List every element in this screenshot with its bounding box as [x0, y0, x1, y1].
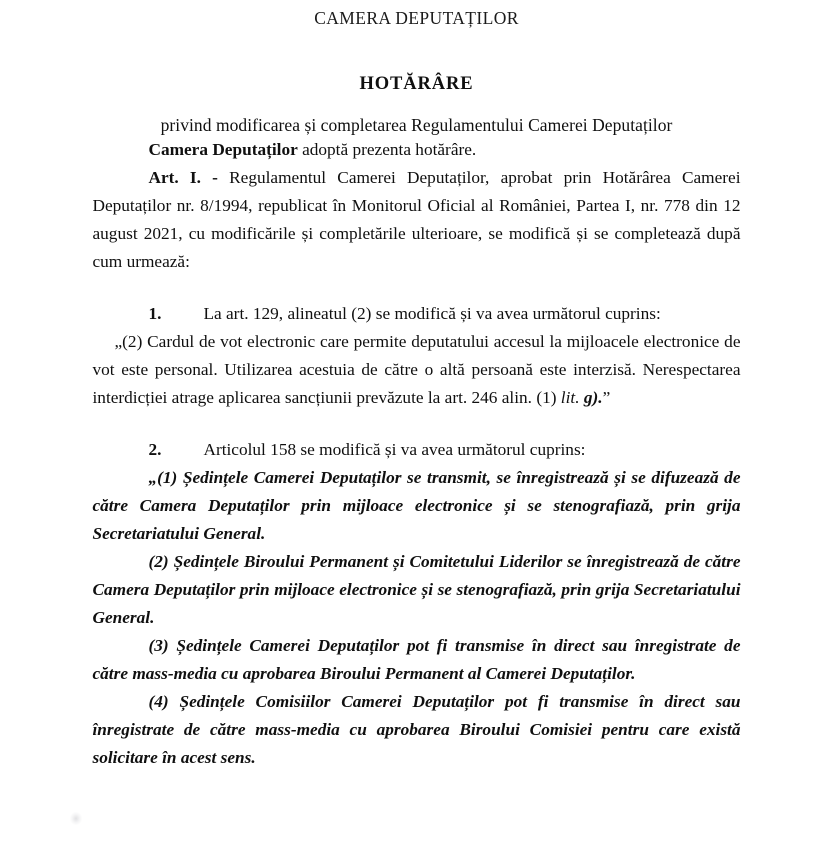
document-title: HOTĂRÂRE	[359, 74, 474, 94]
item-1-quote	[93, 328, 741, 412]
alineat-2	[93, 548, 741, 632]
alineat-4-text: (4) Ședințele Comisiilor Camerei Deputaților pot fi transmise în direct sau înregistrate de către mass-media cu aprobarea Biroului Comisiei pentru care există solicitare în acest sens.	[92, 692, 741, 768]
item-2-number: 2.	[148, 440, 162, 460]
adoption-line	[93, 136, 741, 164]
item-1-quote-close: ”	[602, 388, 611, 408]
alineat-4	[93, 688, 741, 772]
item-1-intro: La art. 129, alineatul (2) se modifică și va avea următorul cuprins:	[203, 304, 661, 324]
article-paragraph	[93, 164, 741, 276]
alineat-1-text: (1) Ședințele Camerei Deputaților se transmit, se înregistrează și se difuzează de către Camera Deputaților prin mijloace electronice și se stenografiază, prin grija Secretariatului General.	[92, 468, 741, 544]
item-2-heading	[93, 436, 741, 464]
article-label: Art. I. -	[148, 168, 218, 188]
item-2-quoted-article	[93, 464, 741, 772]
document-body	[93, 136, 741, 772]
adoption-institution: Camera Deputaților	[148, 140, 298, 159]
alineat-3-text: (3) Ședințele Camerei Deputaților pot fi transmise în direct sau înregistrate de către mass-media cu aprobarea Biroului Permanent al Camerei Deputaților.	[92, 636, 741, 684]
adoption-text: adoptă prezenta hotărâre.	[297, 140, 477, 159]
alineat-2-text: (2) Ședințele Biroului Permanent și Comitetului Liderilor se înregistrează de către Camera Deputaților prin mijloace electronice și se stenografiază, prin grija Secretariatului General.	[92, 552, 741, 628]
document-header: CAMERA DEPUTAȚILOR	[314, 8, 519, 28]
title-block	[0, 74, 833, 136]
document-subtitle: privind modificarea și completarea Regulamentului Camerei Deputaților	[160, 115, 673, 135]
item-1-quote-bold-italic: g).	[583, 388, 603, 408]
item-1-number: 1.	[148, 304, 162, 324]
amendment-item-1	[93, 300, 741, 412]
item-2-quote-open: „	[148, 468, 158, 488]
alineat-3	[93, 632, 741, 688]
item-2-intro: Articolul 158 se modifică și va avea următorul cuprins:	[203, 440, 586, 460]
item-1-heading	[93, 300, 741, 328]
item-1-quote-italic: lit.	[560, 388, 584, 408]
amendment-item-2	[93, 436, 741, 772]
alineat-1	[93, 464, 741, 548]
item-1-quote-lead: (2) Cardul de vot electronic care permite deputatului accesul la mijloacele electronice de vot este personal. Utilizarea acestuia de către o altă persoană este interzisă. Nerespectarea interdicției atrage aplicarea sancțiunii prevăzute la art. 246 alin. (1)	[92, 332, 741, 408]
article-text: Regulamentul Camerei Deputaților, aprobat prin Hotărârea Camerei Deputaților nr. 8/1994, republicat în Monitorul Oficial al României, Partea I, nr. 778 din 12 august 2021, cu modificările și completările ulterioare, se modifică și se completează după cum urmează:	[92, 168, 741, 272]
item-1-quote-open: „	[114, 332, 123, 352]
page-artifact-smudge	[70, 812, 82, 825]
